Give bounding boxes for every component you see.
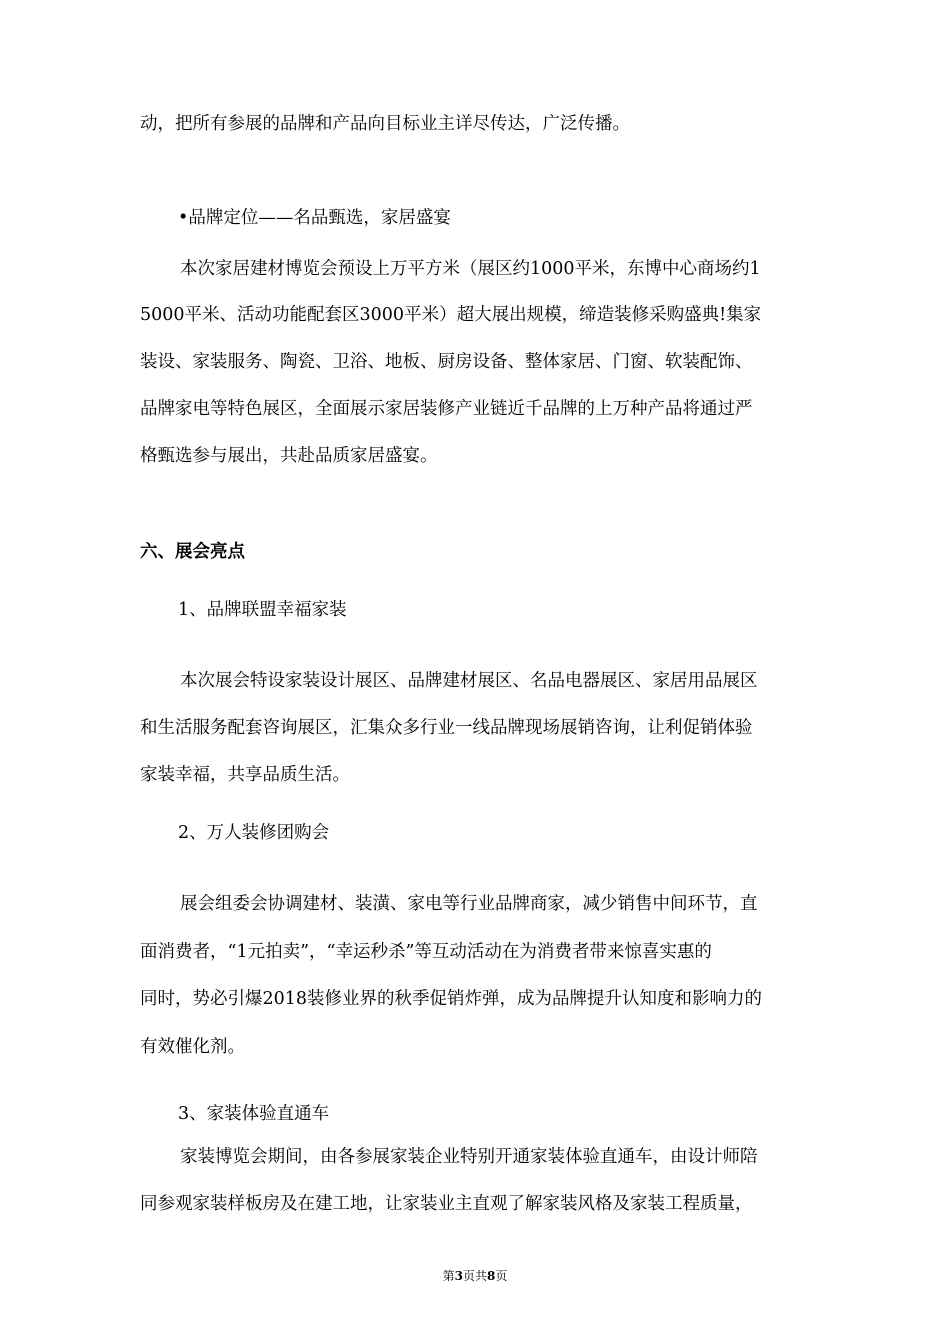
paragraph-line: 同时，势必引爆2018装修业界的秋季促销炸弹，成为品牌提升认知度和影响力的	[140, 989, 763, 1009]
subsection-heading: 1、品牌联盟幸福家装	[178, 600, 347, 620]
total-page-number: 8	[487, 1269, 496, 1283]
footer-middle: 页共	[462, 1269, 487, 1283]
footer-prefix: 第	[442, 1269, 455, 1283]
paragraph-line: 面消费者，“1元拍卖”，“幸运秒杀”等互动活动在为消费者带来惊喜实惠的	[140, 942, 712, 962]
paragraph-line: 同参观家装样板房及在建工地，让家装业主直观了解家装风格及家装工程质量，	[140, 1194, 753, 1214]
footer-suffix: 页	[495, 1269, 508, 1283]
bullet-heading: •品牌定位——名品甄选，家居盛宴	[178, 208, 451, 228]
paragraph-line: 展会组委会协调建材、装潢、家电等行业品牌商家，减少销售中间环节，直	[180, 894, 758, 914]
paragraph-line: 格甄选参与展出，共赴品质家居盛宴。	[140, 446, 438, 466]
paragraph-line: 有效催化剂。	[140, 1037, 245, 1057]
subsection-heading: 2、万人装修团购会	[178, 823, 330, 843]
paragraph-line: 和生活服务配套咨询展区，汇集众多行业一线品牌现场展销咨询，让利促销体验	[140, 718, 753, 738]
paragraph-line: 家装幸福，共享品质生活。	[140, 765, 350, 785]
subsection-heading: 3、家装体验直通车	[178, 1104, 330, 1124]
paragraph-line: 品牌家电等特色展区，全面展示家居装修产业链近千品牌的上万种产品将通过严	[140, 399, 753, 419]
paragraph-line: 本次展会特设家装设计展区、品牌建材展区、名品电器展区、家居用品展区	[180, 671, 758, 691]
paragraph-line: 家装博览会期间，由各参展家装企业特别开通家装体验直通车，由设计师陪	[180, 1147, 758, 1167]
paragraph-line: 本次家居建材博览会预设上万平方米（展区约1000平米，东博中心商场约1	[180, 259, 761, 279]
page-footer	[0, 1268, 950, 1284]
paragraph-line: 5000平米、活动功能配套区3000平米）超大展出规模，缔造装修采购盛典!集家	[140, 305, 762, 325]
section-heading: 六、展会亮点	[140, 542, 245, 562]
current-page-number: 3	[454, 1269, 463, 1283]
paragraph-line: 动，把所有参展的品牌和产品向目标业主详尽传达，广泛传播。	[140, 114, 630, 134]
paragraph-line: 装设、家装服务、陶瓷、卫浴、地板、厨房设备、整体家居、门窗、软装配饰、	[140, 352, 753, 372]
